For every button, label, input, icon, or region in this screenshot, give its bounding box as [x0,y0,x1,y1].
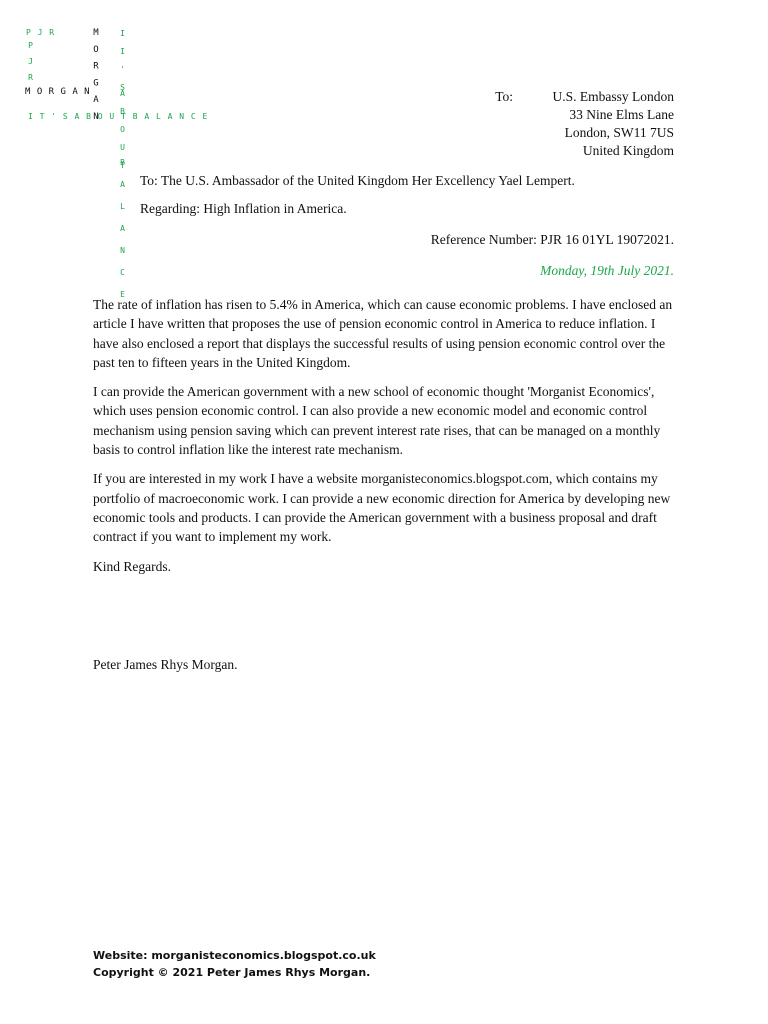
address-line: United Kingdom [582,143,674,158]
address-line: U.S. Embassy London [552,89,674,104]
regarding-line: Regarding: High Inflation in America. [140,201,347,216]
logo-morgan-vertical-text: M O R G A N [91,28,101,121]
recipient-address [495,88,675,160]
signature-name: Peter James Rhys Morgan. [93,657,238,672]
logo-its-vertical [118,29,126,92]
logo-balance-vertical [118,158,126,301]
body-paragraph: I can provide the American government with a new school of economic thought 'Morganist Economics', which uses pension economic control. I can also provide a new economic model and economic control mechanism using pension saving which can prevent interest rate rises, that can be managed on a monthly basis to control inflation like the interest rate mechanism. [93,384,661,458]
body-paragraph: The rate of inflation has risen to 5.4% in America, which can cause economic problems. I have enclosed an article I have written that proposes the use of pension economic control in America to reduce inflation. I have also enclosed a report that displays the successful results of using pension economic control over the past ten to fifteen years in the United Kingdom. [93,297,673,370]
footer [93,947,376,981]
logo-initials-left-text: P J R [26,41,35,81]
footer-copyright: Copyright © 2021 Peter James Rhys Morgan. [93,966,371,979]
letter-date: Monday, 19th July 2021. [540,263,674,278]
letter-body [93,295,675,586]
logo-balance-vertical-text: B A L A N C E [118,158,127,301]
reference-number: Reference Number: PJR 16 01YL 19072021. [430,232,674,247]
logo-about-vertical-text: A B O U T [118,89,127,170]
logo-initials-top: P J R [26,28,55,37]
logo-morgan-vertical [91,28,100,120]
logo-its-vertical-text: I I ' S [118,29,127,92]
closing: Kind Regards. [93,558,171,574]
logo-morgan-horizontal: M O R G A N [25,87,90,97]
address-line: London, SW11 7US [564,125,674,140]
body-paragraph: If you are interested in my work I have a website morganisteconomics.blogspot.com, which contains my portfolio of macroeconomic work. I can provide a new economic direction for America by developing new economic tools and products. I can provide the American government with a business proposal and draft contract if you want to implement my work. [93,471,671,545]
footer-website: Website: morganisteconomics.blogspot.co.uk [93,949,376,962]
address-to-label: To: [495,89,513,104]
salutation: To: The U.S. Ambassador of the United Kingdom Her Excellency Yael Lempert. [140,173,575,188]
logo-initials-left [26,41,34,81]
address-line: 33 Nine Elms Lane [569,107,674,122]
logo-tagline: I T ' S A B O U T B A L A N C E [28,112,208,121]
